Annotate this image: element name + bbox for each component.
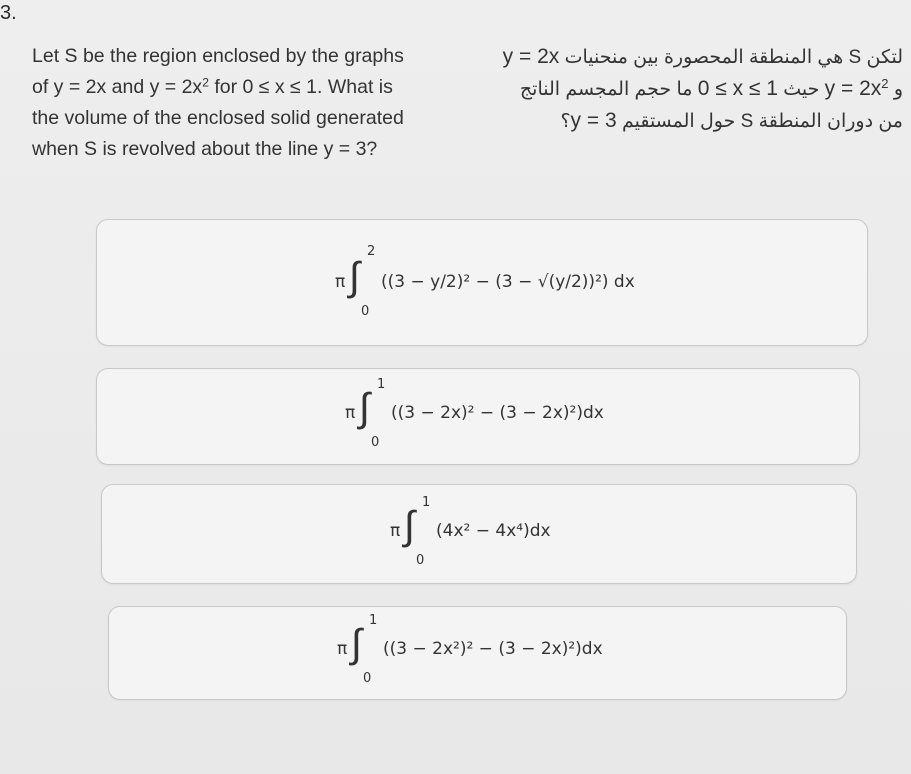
question-en-line-3: the volume of the enclosed solid generated bbox=[32, 107, 404, 129]
integral-lower-limit: 0 bbox=[416, 553, 425, 568]
integral-lower-limit: 0 bbox=[361, 304, 370, 319]
question-ar-line-3: من دوران المنطقة S حول المستقيم y = 3؟ bbox=[560, 109, 903, 132]
question-number: 3. bbox=[0, 2, 17, 24]
integral-sign: ∫ bbox=[404, 503, 415, 549]
answer-option-a[interactable] bbox=[96, 219, 868, 346]
formula-d bbox=[337, 613, 657, 693]
answer-option-d[interactable] bbox=[108, 606, 847, 700]
question-ar-line-1: لتكن S هي المنطقة المحصورة بين منحنيات y = 2x bbox=[502, 45, 903, 68]
integral-upper-limit: 1 bbox=[422, 495, 431, 510]
formula-a bbox=[335, 240, 695, 326]
question-text-english bbox=[32, 41, 452, 165]
integrand-expression: ((3 − 2x)² − (3 − 2x)²)dx bbox=[391, 403, 604, 423]
integrand-expression: ((3 − y/2)² − (3 − √(y/2))²) dx bbox=[381, 272, 635, 292]
integrand-expression: ((3 − 2x²)² − (3 − 2x)²)dx bbox=[383, 639, 603, 659]
answer-option-b[interactable] bbox=[96, 368, 860, 465]
integral-lower-limit: 0 bbox=[371, 435, 380, 450]
integral-upper-limit: 1 bbox=[369, 613, 378, 628]
question-text-arabic bbox=[483, 41, 903, 137]
question-en-line-2: of y = 2x and $y = 2x^2$ for 0 ≤ x ≤ 1. What is bbox=[32, 75, 393, 98]
formula-b bbox=[345, 377, 665, 457]
integral-lower-limit: 0 bbox=[363, 671, 372, 686]
question-ar-line-2: و $y = 2x^2$ حيث 0 ≤ x ≤ 1 ما حجم المجسم الناتج bbox=[519, 75, 903, 100]
integrand-expression: (4x² − 4x⁴)dx bbox=[436, 521, 551, 541]
question-en-line-4: when S is revolved about the line y = 3? bbox=[32, 138, 378, 160]
question-en-line-1: Let S be the region enclosed by the graphs bbox=[32, 45, 404, 67]
integral-upper-limit: 2 bbox=[367, 244, 376, 259]
pi-symbol: π bbox=[337, 639, 348, 659]
pi-symbol: π bbox=[390, 521, 401, 541]
pi-symbol: π bbox=[345, 403, 356, 423]
integral-sign: ∫ bbox=[359, 385, 370, 431]
integral-sign: ∫ bbox=[351, 621, 362, 667]
pi-symbol: π bbox=[335, 272, 346, 292]
integral-upper-limit: 1 bbox=[377, 377, 386, 392]
formula-c bbox=[390, 493, 590, 575]
answer-option-c[interactable] bbox=[101, 484, 857, 584]
integral-sign: ∫ bbox=[349, 254, 360, 300]
